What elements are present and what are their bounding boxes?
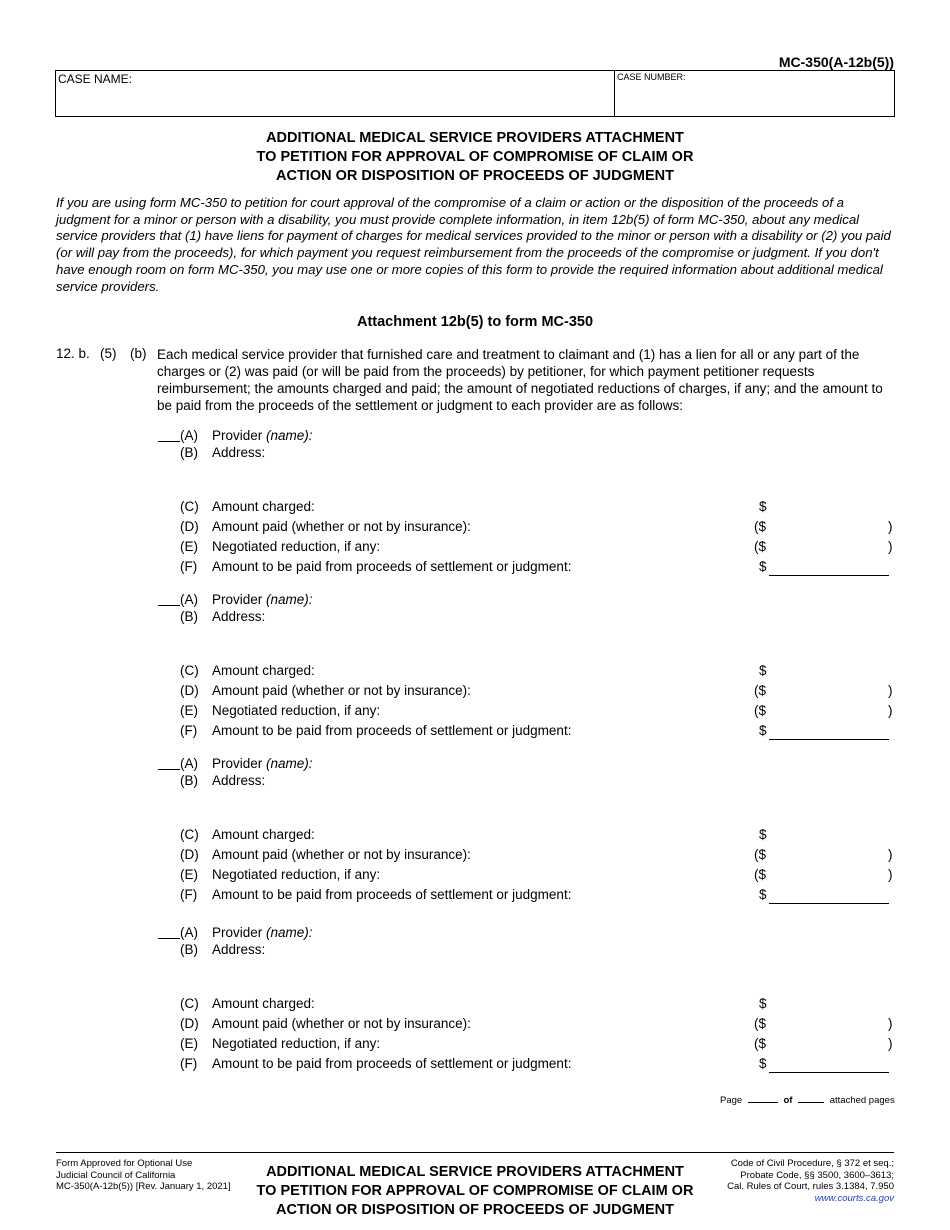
provider-1-paid-open: ($ bbox=[754, 519, 767, 534]
provider-3-c-letter: (C) bbox=[180, 827, 199, 842]
case-name-field[interactable]: CASE NAME: bbox=[58, 72, 133, 86]
provider-3-charged-dollar: $ bbox=[759, 827, 767, 842]
provider-1-paid-input[interactable] bbox=[772, 519, 884, 535]
provider-2-to-be-paid-input[interactable] bbox=[769, 723, 889, 740]
provider-4-charged-label: Amount charged: bbox=[212, 996, 315, 1011]
provider-2-name-field[interactable] bbox=[212, 592, 313, 607]
total-pages-blank[interactable] bbox=[798, 1093, 824, 1103]
provider-4-c-letter: (C) bbox=[180, 996, 199, 1011]
provider-2-reduction-close: ) bbox=[888, 703, 893, 718]
footer-title-line2: TO PETITION FOR APPROVAL OF COMPROMISE OF CLAIM OR bbox=[256, 1183, 694, 1199]
provider-2-reduction-label: Negotiated reduction, if any: bbox=[212, 703, 381, 718]
of-label: of bbox=[783, 1095, 793, 1106]
provider-4-to-be-paid-label: Amount to be paid from proceeds of settlement or judgment: bbox=[212, 1056, 572, 1071]
provider-3-paid-input[interactable] bbox=[772, 847, 884, 863]
provider-1-reduction-close: ) bbox=[888, 539, 893, 554]
provider-4-to-be-paid-input[interactable] bbox=[769, 1056, 889, 1073]
provider-4-d-letter: (D) bbox=[180, 1016, 199, 1031]
provider-1-paid-label: Amount paid (whether or not by insurance): bbox=[212, 519, 471, 534]
provider-1-name-hint: (name): bbox=[266, 428, 313, 443]
provider-2-d-letter: (D) bbox=[180, 683, 199, 698]
provider-4-name-hint: (name): bbox=[266, 925, 313, 940]
footer-title-line3: ACTION OR DISPOSITION OF PROCEEDS OF JUDGMENT bbox=[276, 1202, 674, 1218]
provider-1-checkbox[interactable] bbox=[158, 441, 180, 442]
provider-2-reduction-open: ($ bbox=[754, 703, 767, 718]
provider-3-name-hint: (name): bbox=[266, 756, 313, 771]
provider-2-charged-dollar: $ bbox=[759, 663, 767, 678]
provider-3-reduction-label: Negotiated reduction, if any: bbox=[212, 867, 381, 882]
item-description: Each medical service provider that furnished care and treatment to claimant and (1) has a lien for all or any part of the charges or (2) was paid (or will be paid from the proceeds) by petitioner, for which payment petitioner requests reimbursement; the amounts charged and paid; the amount of negotiated reductions of charges, if any; and the amount to be paid from the proceeds of the settlement or judgment to each provider are as follows: bbox=[157, 347, 883, 413]
form-title-line3: ACTION OR DISPOSITION OF PROCEEDS OF JUDGMENT bbox=[276, 168, 674, 184]
form-title-line1: ADDITIONAL MEDICAL SERVICE PROVIDERS ATTACHMENT bbox=[266, 130, 684, 146]
provider-2-e-letter: (E) bbox=[180, 703, 198, 718]
provider-4-checkbox[interactable] bbox=[158, 938, 180, 939]
footer-ccp: Code of Civil Procedure, § 372 et seq.; bbox=[730, 1158, 894, 1169]
provider-3-paid-close: ) bbox=[888, 847, 893, 862]
provider-2-b-letter: (B) bbox=[180, 609, 198, 624]
provider-4-f-letter: (F) bbox=[180, 1056, 198, 1071]
footer-title-line1: ADDITIONAL MEDICAL SERVICE PROVIDERS ATTACHMENT bbox=[266, 1164, 684, 1180]
provider-1-reduction-open: ($ bbox=[754, 539, 767, 554]
provider-2-c-letter: (C) bbox=[180, 663, 199, 678]
provider-1-e-letter: (E) bbox=[180, 539, 198, 554]
provider-1-a-letter: (A) bbox=[180, 428, 198, 443]
provider-1-address-field[interactable]: Address: bbox=[212, 445, 266, 460]
footer-council: Judicial Council of California bbox=[56, 1169, 176, 1181]
provider-4-paid-open: ($ bbox=[754, 1016, 767, 1031]
provider-4-name-label: Provider bbox=[212, 925, 263, 940]
case-caption-box bbox=[55, 70, 895, 117]
provider-1-name-label: Provider bbox=[212, 428, 263, 443]
footer-probate: Probate Code, §§ 3500, 3600–3613; bbox=[740, 1169, 894, 1181]
pagination bbox=[720, 1093, 895, 1106]
provider-4-reduction-label: Negotiated reduction, if any: bbox=[212, 1036, 381, 1051]
provider-1-f-letter: (F) bbox=[180, 559, 198, 574]
instructions-paragraph: If you are using form MC-350 to petition for court approval of the compromise of a claim or action or the disposition of the proceeds of a judgment for a minor or person with a disability, you must provide complete information, in item 12b(5) of form MC-350, about any medical service providers that (1) have liens for payment of charges for medical services provided to the minor or person with a disability or (2) you paid (or will pay from the proceeds), for which payment you request reimbursement from the proceeds of the compromise or judgment. If you don't have enough room on form MC-350, you may use one or more copies of this form to provide the required information about additional medical service providers. bbox=[56, 195, 891, 294]
case-divider bbox=[614, 71, 615, 116]
provider-1-name-field[interactable] bbox=[212, 428, 313, 443]
provider-2-checkbox[interactable] bbox=[158, 605, 180, 606]
provider-3-reduction-input[interactable] bbox=[772, 867, 884, 883]
provider-3-address-field[interactable]: Address: bbox=[212, 773, 266, 788]
provider-1-c-letter: (C) bbox=[180, 499, 199, 514]
provider-1-charged-label: Amount charged: bbox=[212, 499, 315, 514]
provider-2-a-letter: (A) bbox=[180, 592, 198, 607]
footer-divider bbox=[56, 1152, 894, 1153]
provider-3-to-be-paid-dollar: $ bbox=[759, 887, 767, 902]
provider-1-to-be-paid-label: Amount to be paid from proceeds of settlement or judgment: bbox=[212, 559, 572, 574]
provider-3-e-letter: (E) bbox=[180, 867, 198, 882]
form-title-line2: TO PETITION FOR APPROVAL OF COMPROMISE OF CLAIM OR bbox=[256, 149, 694, 165]
footer-rules: Cal. Rules of Court, rules 3.1384, 7.950 bbox=[727, 1181, 894, 1192]
provider-1-to-be-paid-dollar: $ bbox=[759, 559, 767, 574]
provider-1-paid-close: ) bbox=[888, 519, 893, 534]
provider-4-to-be-paid-dollar: $ bbox=[759, 1056, 767, 1071]
provider-2-f-letter: (F) bbox=[180, 723, 198, 738]
provider-4-charged-dollar: $ bbox=[759, 996, 767, 1011]
provider-2-charged-label: Amount charged: bbox=[212, 663, 315, 678]
provider-4-reduction-close: ) bbox=[888, 1036, 893, 1051]
provider-3-to-be-paid-input[interactable] bbox=[769, 887, 889, 904]
provider-4-e-letter: (E) bbox=[180, 1036, 198, 1051]
provider-3-a-letter: (A) bbox=[180, 756, 198, 771]
footer-approval: Form Approved for Optional Use bbox=[56, 1158, 193, 1169]
provider-2-paid-input[interactable] bbox=[772, 683, 884, 699]
courts-link[interactable]: www.courts.ca.gov bbox=[814, 1192, 894, 1204]
provider-2-name-label: Provider bbox=[212, 592, 263, 607]
provider-3-paid-label: Amount paid (whether or not by insurance): bbox=[212, 847, 471, 862]
provider-3-name-label: Provider bbox=[212, 756, 263, 771]
provider-2-paid-close: ) bbox=[888, 683, 893, 698]
footer-right bbox=[727, 1158, 894, 1204]
provider-1-b-letter: (B) bbox=[180, 445, 198, 460]
provider-2-name-hint: (name): bbox=[266, 592, 313, 607]
provider-1-charged-dollar: $ bbox=[759, 499, 767, 514]
provider-2-to-be-paid-label: Amount to be paid from proceeds of settlement or judgment: bbox=[212, 723, 572, 738]
case-number-field[interactable]: CASE NUMBER: bbox=[617, 72, 686, 82]
provider-3-checkbox[interactable] bbox=[158, 769, 180, 770]
provider-4-paid-close: ) bbox=[888, 1016, 893, 1031]
provider-4-b-letter: (B) bbox=[180, 942, 198, 957]
provider-2-paid-label: Amount paid (whether or not by insurance): bbox=[212, 683, 471, 698]
attachment-heading: Attachment 12b(5) to form MC-350 bbox=[356, 314, 594, 330]
provider-1-charged-input[interactable] bbox=[770, 499, 888, 515]
provider-4-address-field[interactable]: Address: bbox=[212, 942, 266, 957]
provider-1-reduction-input[interactable] bbox=[772, 539, 884, 555]
provider-2-to-be-paid-dollar: $ bbox=[759, 723, 767, 738]
footer-form-rev: MC-350(A-12b(5)) [Rev. January 1, 2021] bbox=[56, 1181, 231, 1192]
page-label: Page bbox=[720, 1095, 743, 1106]
provider-4-paid-label: Amount paid (whether or not by insurance): bbox=[212, 1016, 471, 1031]
item-sub-b: (b) bbox=[130, 346, 147, 361]
provider-3-to-be-paid-label: Amount to be paid from proceeds of settlement or judgment: bbox=[212, 887, 572, 902]
provider-3-f-letter: (F) bbox=[180, 887, 198, 902]
provider-3-name-field[interactable] bbox=[212, 756, 313, 771]
provider-3-paid-open: ($ bbox=[754, 847, 767, 862]
provider-2-paid-open: ($ bbox=[754, 683, 767, 698]
provider-2-address-field[interactable]: Address: bbox=[212, 609, 266, 624]
provider-4-paid-input[interactable] bbox=[772, 1016, 884, 1032]
provider-4-name-field[interactable] bbox=[212, 925, 313, 940]
item-number: 12. b. bbox=[56, 346, 90, 361]
provider-3-charged-input[interactable] bbox=[770, 827, 888, 843]
form-id: MC-350(A-12b(5)) bbox=[778, 54, 894, 70]
provider-3-charged-label: Amount charged: bbox=[212, 827, 315, 842]
provider-2-reduction-input[interactable] bbox=[772, 703, 884, 719]
provider-4-a-letter: (A) bbox=[180, 925, 198, 940]
provider-4-reduction-input[interactable] bbox=[772, 1036, 884, 1052]
item-sub-5: (5) bbox=[100, 346, 117, 361]
provider-4-reduction-open: ($ bbox=[754, 1036, 767, 1051]
page-number-blank[interactable] bbox=[748, 1093, 778, 1103]
provider-2-charged-input[interactable] bbox=[770, 663, 888, 679]
provider-1-reduction-label: Negotiated reduction, if any: bbox=[212, 539, 381, 554]
attached-pages-label: attached pages bbox=[829, 1095, 895, 1106]
provider-3-b-letter: (B) bbox=[180, 773, 198, 788]
provider-1-d-letter: (D) bbox=[180, 519, 199, 534]
provider-1-to-be-paid-input[interactable] bbox=[769, 559, 889, 576]
provider-4-charged-input[interactable] bbox=[770, 996, 888, 1012]
provider-3-reduction-open: ($ bbox=[754, 867, 767, 882]
provider-3-reduction-close: ) bbox=[888, 867, 893, 882]
provider-3-d-letter: (D) bbox=[180, 847, 199, 862]
